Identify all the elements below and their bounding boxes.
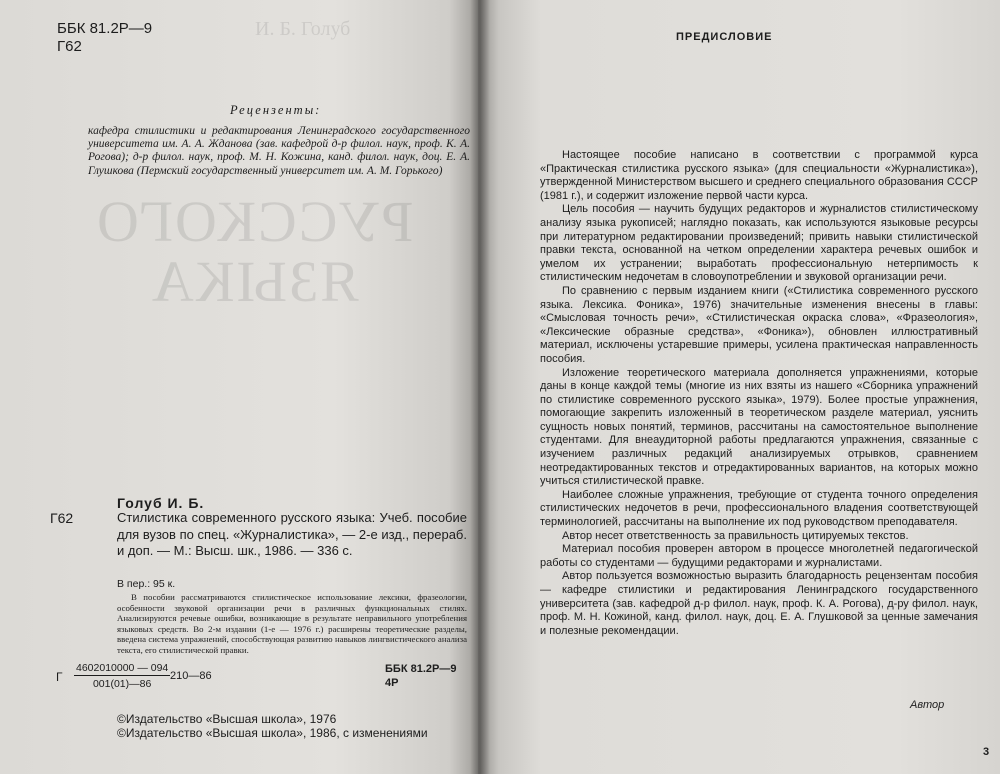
catalog-card-annotation: В пособии рассматриваются стилистическое использование лексики, фразеологии, особенности звуковой организации речи в различных функциональных стилях. Анализируются речевые ошибки, возникающие в результате неправильного употребления языковых средств. Во 2-м издании (1-е — 1976 г.) расширены теоретические разделы, введена система упражнений, способствующая развитию навыков лингвистического анализа текста, его стилистической правки. [117,592,467,655]
page-number: 3 [983,746,990,758]
preface-paragraph: Автор пользуется возможностью выразить благодарность рецензентам пособия — кафедре стилистики и редактирования Ленинградского государственного университета (зав. кафедрой д-р филол. наук, проф. К. А. Рогова), д-ру филол. наук, проф. М. Н. Кожиной, канд. филол. наук, доц. Е. А. Глушковой за ценные замечания и полезные рекомендации. [540,570,978,637]
bbk-code-bottom-line-2: 4Р [385,677,399,689]
show-through-title-line-2: ЯЗЫКА [150,249,359,314]
bbk-code-bottom [385,662,456,690]
catalog-card-price: В пер.: 95 к. [117,578,176,590]
catalog-card-index: Г62 [50,510,74,526]
catalog-card-description: Стилистика современного русского языка: Учеб. пособие для вузов по спец. «Журналистика», — 2-е изд., перераб. и доп. — М.: Высш. шк., 1986. — 336 с. [117,510,467,558]
preface-body [540,149,978,638]
catalog-code-letter: Г [56,670,63,684]
author-index-line: Г62 [57,38,82,55]
preface-heading: ПРЕДИСЛОВИЕ [676,31,773,43]
preface-paragraph: Наиболее сложные упражнения, требующие от студента точного определения стилистических недочетов в речи, профессионального владения соответствующей терминологией, рассчитаны на выполнение их под руководством преподавателя. [540,488,978,529]
preface-paragraph: Изложение теоретического материала дополняется упражнениями, которые даны в конце каждой темы (многие из них взяты из нашего «Сборника упражнений по стилистике современного русского языка», 1979). Более простые упражнения, помогающие закрепить изложенный в теоретическом разделе материал, уяснить сущность новых понятий, терминов, рассчитаны на самостоятельное выполнение студентами. Для внеаудиторной работы предлагаются упражнения, связанные с изучением различных редакций анализируемых отрывков, сравнением неотредактированных текстов и отредактированных вариантов, на которых можно учиться стилистической правке. [540,366,978,488]
bbk-code-line: ББК 81.2Р—9 [57,20,153,37]
preface-signature: Автор [910,699,945,711]
show-through-title-line-1: РУССКОГО [95,189,414,254]
catalog-code-middle: 210—86 [170,670,212,682]
bbk-code-bottom-line-1: ББК 81.2Р—9 [385,663,457,675]
copyright-line-1986: ©Издательство «Высшая школа», 1986, с изменениями [117,726,428,740]
catalog-code-denominator: 001(01)—86 [92,678,152,690]
bbk-code-top [57,20,152,56]
catalog-card-author: Голуб И. Б. [117,495,205,511]
preface-paragraph: По сравнению с первым изданием книги («Стилистика современного русского языка. Лексика. Фоника», 1976) значительные изменения внесены в главы: «Смысловая точность речи», «Стилистическая окраска слова», «Фразеология», «Лексические образные средства», «Фоника»), обновлен иллюстративный материал, исключены устаревшие примеры, усилена практическая направленность пособия. [540,284,978,365]
show-through-author: И. Б. Голуб [255,18,351,40]
preface-paragraph: Материал пособия проверен автором в процессе многолетней педагогической работы со студентами — будущими редакторами и журналистами. [540,543,978,569]
preface-paragraph: Цель пособия — научить будущих редакторов и журналистов стилистическому анализу языка рукописей; наглядно показать, как используются языковые ресурсы при литературном редактировании произведений; привить навыки стилистической правки текста, основанной на четком определении характера речевых ошибок и умелом их устранении; выработать профессиональную нетерпимость к стилистическим недочетам в словоупотреблении и звуковой организации речи. [540,203,978,284]
reviewers-heading: Рецензенты: [230,103,322,117]
reviewers-list: кафедра стилистики и редактирования Ленинградского государственного университета им. А. А. Жданова (зав. кафедрой д-р филол. наук, проф. К. А. Рогова); д-р филол. наук, проф. М. Н. Кожина, канд. филол. наук, доц. Е. А. Глушкова (Пермский государственный университет им. А. М. Горького) [88,125,470,177]
preface-paragraph: Настоящее пособие написано в соответствии с программой курса «Практическая стилистика русского языка» (для специальности «Журналистика»), утвержденной Министерством высшего и среднего специального образования СССР (1981 г.), и содержит изложение первой части курса. [540,149,978,202]
catalog-code-fraction [74,662,170,690]
right-page [478,0,1000,774]
catalog-code-numerator: 4602010000 — 094 [76,662,169,674]
copyright-line-1976: ©Издательство «Высшая школа», 1976 [117,712,337,726]
left-page [0,0,478,774]
preface-paragraph: Автор несет ответственность за правильность цитируемых текстов. [562,529,909,542]
